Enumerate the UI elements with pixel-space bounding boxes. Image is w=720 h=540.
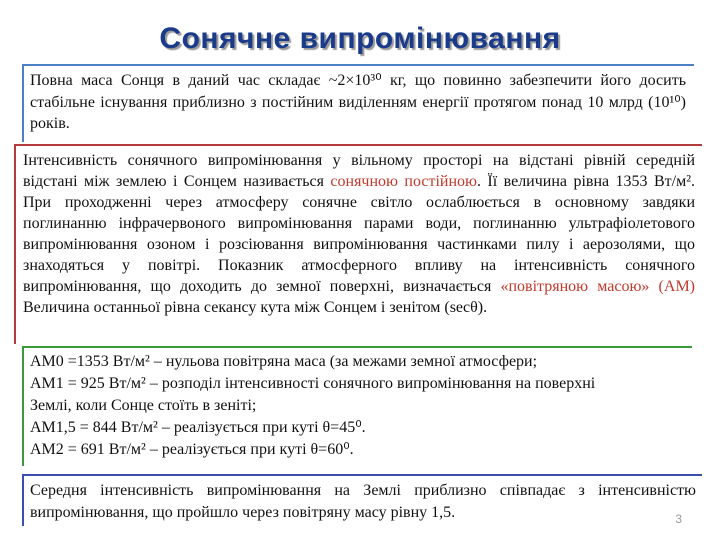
am1-line: АМ1 = 925 Вт/м² – розподіл інтенсивності сонячного випромінювання на поверхні bbox=[30, 375, 596, 392]
am0-line: АМ0 =1353 Вт/м² – нульова повітряна маса (за межами земної атмосфери; bbox=[30, 353, 538, 370]
am1-continuation-line: Землі, коли Сонце стоїть в зеніті; bbox=[30, 397, 257, 414]
intensity-text-c: Величина останньої рівна секансу кута між Сонцем і зенітом (secθ). bbox=[23, 299, 488, 316]
text-block-intensity bbox=[14, 146, 702, 344]
intensity-text-b: . Її величина рівна 1353 Вт/м². При проходженні через атмосферу сонячне світло ослаблюється в основному завдяки поглинанню інфрачервоного випромінювання парами води, поглинанню ультрафіолетового випромінювання озоном і розсіювання випромінювання частинками пилу і аерозолями, що знаходяться у повітрі. Показник атмосферного впливу на інтенсивність сонячного випромінювання, що доходить до земної поверхні, визначається bbox=[23, 173, 695, 295]
am2-line: АМ2 = 691 Вт/м² – реалізується при куті θ=60⁰. bbox=[30, 441, 354, 458]
intensity-text-a: Інтенсивність сонячного випромінювання у вільному просторі на відстані рівній середній відстані між землею і Сонцем називається bbox=[23, 152, 695, 190]
text-block-air-mass-values bbox=[22, 348, 692, 466]
paragraph-solar-mass: Повна маса Сонця в даний час складає ~2×10³⁰ кг, що повинно забезпечити його досить стабільне існування приблизно з постійним виділенням енергії протягом понад 10 млрд (10¹⁰) років. bbox=[30, 72, 686, 132]
am15-line: АМ1,5 = 844 Вт/м² – реалізується при куті θ=45⁰. bbox=[30, 419, 366, 436]
solar-constant-term: сонячною постійною bbox=[330, 173, 477, 190]
paragraph-intensity bbox=[23, 150, 695, 318]
text-block-solar-mass bbox=[22, 66, 692, 142]
air-mass-term: «повітряною масою» (АМ) bbox=[500, 278, 695, 295]
slide-title: Сонячне випромінювання bbox=[159, 22, 561, 55]
text-block-average-intensity bbox=[22, 476, 702, 526]
page-number: 3 bbox=[675, 512, 682, 526]
paragraph-average-intensity: Середня інтенсивність випромінювання на Землі приблизно співпадає з інтенсивністю випромінювання, що пройшло через повітряну масу рівну 1,5. bbox=[30, 482, 696, 521]
